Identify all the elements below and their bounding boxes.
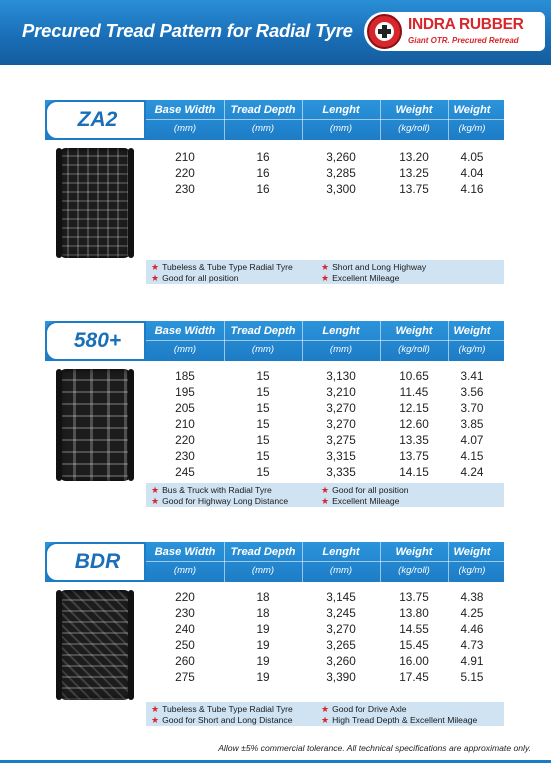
- column-label: Weight: [395, 546, 433, 558]
- feature-item: ★ Good for all position: [321, 485, 409, 495]
- cell-base-width: 195: [175, 385, 195, 399]
- features-bar: [146, 260, 504, 284]
- cell-weight-roll: 13.20: [399, 150, 429, 164]
- cell-weight-m: 5.15: [460, 670, 484, 684]
- cell-weight-roll: 11.45: [399, 385, 429, 399]
- column-label: Base Width: [154, 546, 216, 558]
- star-icon: ★: [321, 496, 330, 506]
- cell-base-width: 275: [175, 670, 195, 684]
- column-label: Lenght: [322, 325, 360, 337]
- cell-tread-depth: 18: [256, 606, 270, 620]
- column-unit: (mm): [173, 565, 197, 576]
- cell-length: 3,275: [326, 433, 356, 447]
- cell-base-width: 230: [175, 606, 195, 620]
- product-card-za2: [45, 100, 504, 285]
- tolerance-note: Allow ±5% commercial tolerance. All technical specifications are approximate only.: [218, 743, 531, 753]
- cell-tread-depth: 18: [256, 590, 270, 604]
- feature-item: ★ Tubeless & Tube Type Radial Tyre: [151, 262, 293, 272]
- column-unit: (mm): [329, 344, 353, 355]
- cell-length: 3,265: [326, 638, 356, 652]
- feature-item: ★ Excellent Mileage: [321, 496, 400, 506]
- cell-length: 3,315: [326, 449, 356, 463]
- column-unit: (mm): [251, 565, 275, 576]
- cell-base-width: 210: [175, 150, 195, 164]
- column-unit: (kg/roll): [398, 565, 430, 576]
- column-unit: (mm): [329, 123, 353, 134]
- star-icon: ★: [151, 262, 160, 272]
- cell-base-width: 230: [175, 182, 195, 196]
- column-label: Tread Depth: [230, 325, 296, 337]
- brand-logo: [364, 12, 545, 51]
- column-label: Lenght: [322, 104, 360, 116]
- brand-emblem-icon: [367, 14, 402, 49]
- cell-weight-roll: 13.35: [399, 433, 429, 447]
- cell-weight-roll: 12.15: [399, 401, 429, 415]
- features-bar: [146, 702, 504, 726]
- product-card-580plus: [45, 321, 504, 506]
- feature-item: ★ Good for Highway Long Distance: [151, 496, 289, 506]
- feature-item: ★ Good for all position: [151, 273, 239, 283]
- cell-tread-depth: 15: [256, 449, 270, 463]
- model-tab: [45, 542, 146, 582]
- cell-tread-depth: 19: [256, 638, 270, 652]
- cell-base-width: 230: [175, 449, 195, 463]
- cell-length: 3,245: [326, 606, 356, 620]
- cell-weight-roll: 10.65: [399, 369, 429, 383]
- cell-base-width: 220: [175, 433, 195, 447]
- feature-item: ★ Tubeless & Tube Type Radial Tyre: [151, 704, 293, 714]
- column-unit: (mm): [173, 123, 197, 134]
- cell-weight-m: 3.56: [460, 385, 484, 399]
- feature-item: ★ Good for Short and Long Distance: [151, 715, 293, 725]
- cell-base-width: 245: [175, 465, 195, 479]
- model-name: 580+: [73, 329, 122, 352]
- cell-weight-m: 3.85: [460, 417, 484, 431]
- cell-base-width: 205: [175, 401, 195, 415]
- column-unit: (kg/m): [458, 344, 486, 355]
- cell-weight-roll: 14.55: [399, 622, 429, 636]
- cell-length: 3,270: [326, 401, 356, 415]
- cell-weight-m: 4.38: [460, 590, 484, 604]
- star-icon: ★: [151, 496, 160, 506]
- column-label: Base Width: [154, 104, 216, 116]
- cell-weight-roll: 15.45: [399, 638, 429, 652]
- model-name: BDR: [74, 550, 121, 573]
- cell-weight-m: 4.07: [460, 433, 484, 447]
- star-icon: ★: [151, 715, 160, 725]
- cell-weight-roll: 13.80: [399, 606, 429, 620]
- cell-weight-m: 4.46: [460, 622, 484, 636]
- cell-length: 3,260: [326, 150, 356, 164]
- cell-weight-m: 3.41: [460, 369, 484, 383]
- star-icon: ★: [321, 704, 330, 714]
- cell-length: 3,390: [326, 670, 356, 684]
- star-icon: ★: [321, 273, 330, 283]
- column-label: Lenght: [322, 546, 360, 558]
- cell-tread-depth: 19: [256, 654, 270, 668]
- footer-divider: [0, 760, 551, 763]
- cell-base-width: 260: [175, 654, 195, 668]
- cell-tread-depth: 19: [256, 622, 270, 636]
- column-unit: (mm): [251, 123, 275, 134]
- cell-weight-roll: 13.25: [399, 166, 429, 180]
- cell-weight-m: 4.16: [460, 182, 484, 196]
- cell-base-width: 210: [175, 417, 195, 431]
- page-header: [0, 0, 551, 65]
- cell-tread-depth: 15: [256, 417, 270, 431]
- cell-base-width: 250: [175, 638, 195, 652]
- tread-pattern-image: [59, 369, 131, 481]
- cell-length: 3,300: [326, 182, 356, 196]
- feature-item: ★ High Tread Depth & Excellent Mileage: [321, 715, 478, 725]
- star-icon: ★: [151, 273, 160, 283]
- page-title: Precured Tread Pattern for Radial Tyre: [22, 20, 353, 41]
- cell-weight-m: 4.15: [460, 449, 484, 463]
- cell-length: 3,285: [326, 166, 356, 180]
- cell-length: 3,335: [326, 465, 356, 479]
- cell-base-width: 220: [175, 166, 195, 180]
- cell-weight-roll: 13.75: [399, 449, 429, 463]
- column-label: Base Width: [154, 325, 216, 337]
- features-bar: [146, 483, 504, 507]
- cell-weight-m: 4.05: [460, 150, 484, 164]
- cell-weight-m: 4.24: [460, 465, 484, 479]
- cell-length: 3,270: [326, 417, 356, 431]
- column-label: Tread Depth: [230, 104, 296, 116]
- cell-weight-roll: 16.00: [399, 654, 429, 668]
- column-unit: (kg/roll): [398, 123, 430, 134]
- cell-tread-depth: 16: [256, 150, 270, 164]
- column-label: Tread Depth: [230, 546, 296, 558]
- cell-tread-depth: 19: [256, 670, 270, 684]
- tread-pattern-image: [59, 148, 131, 258]
- cell-length: 3,210: [326, 385, 356, 399]
- cell-tread-depth: 15: [256, 369, 270, 383]
- column-unit: (kg/roll): [398, 344, 430, 355]
- star-icon: ★: [321, 485, 330, 495]
- star-icon: ★: [321, 715, 330, 725]
- tread-pattern-image: [59, 590, 131, 700]
- cell-tread-depth: 16: [256, 182, 270, 196]
- cell-length: 3,260: [326, 654, 356, 668]
- cell-weight-roll: 14.15: [399, 465, 429, 479]
- cell-base-width: 185: [175, 369, 195, 383]
- brand-name: INDRA RUBBER: [408, 16, 524, 33]
- column-label: Weight: [395, 104, 433, 116]
- model-name: ZA2: [77, 108, 118, 131]
- column-unit: (mm): [329, 565, 353, 576]
- cell-tread-depth: 15: [256, 385, 270, 399]
- cell-length: 3,130: [326, 369, 356, 383]
- brand-tagline: Giant OTR. Precured Retread: [408, 36, 519, 45]
- feature-item: ★ Excellent Mileage: [321, 273, 400, 283]
- cell-tread-depth: 15: [256, 465, 270, 479]
- cell-tread-depth: 15: [256, 433, 270, 447]
- star-icon: ★: [321, 262, 330, 272]
- column-unit: (kg/m): [458, 565, 486, 576]
- cell-weight-m: 4.25: [460, 606, 484, 620]
- cell-weight-m: 3.70: [460, 401, 484, 415]
- feature-item: ★ Good for Drive Axle: [321, 704, 407, 714]
- column-unit: (mm): [251, 344, 275, 355]
- cell-length: 3,270: [326, 622, 356, 636]
- cell-length: 3,145: [326, 590, 356, 604]
- cell-base-width: 220: [175, 590, 195, 604]
- model-tab: [45, 321, 146, 361]
- cell-weight-roll: 12.60: [399, 417, 429, 431]
- cell-weight-m: 4.04: [460, 166, 484, 180]
- column-label: Weight: [453, 546, 491, 558]
- feature-item: ★ Bus & Truck with Radial Tyre: [151, 485, 272, 495]
- column-label: Weight: [453, 104, 491, 116]
- cell-weight-roll: 13.75: [399, 182, 429, 196]
- cell-tread-depth: 16: [256, 166, 270, 180]
- column-label: Weight: [453, 325, 491, 337]
- cell-weight-roll: 13.75: [399, 590, 429, 604]
- cell-base-width: 240: [175, 622, 195, 636]
- feature-item: ★ Short and Long Highway: [321, 262, 427, 272]
- cell-weight-m: 4.91: [460, 654, 484, 668]
- cell-weight-m: 4.73: [460, 638, 484, 652]
- model-tab: [45, 100, 146, 140]
- cell-weight-roll: 17.45: [399, 670, 429, 684]
- star-icon: ★: [151, 704, 160, 714]
- cell-tread-depth: 15: [256, 401, 270, 415]
- column-unit: (kg/m): [458, 123, 486, 134]
- product-card-bdr: [45, 542, 504, 727]
- column-label: Weight: [395, 325, 433, 337]
- column-unit: (mm): [173, 344, 197, 355]
- star-icon: ★: [151, 485, 160, 495]
